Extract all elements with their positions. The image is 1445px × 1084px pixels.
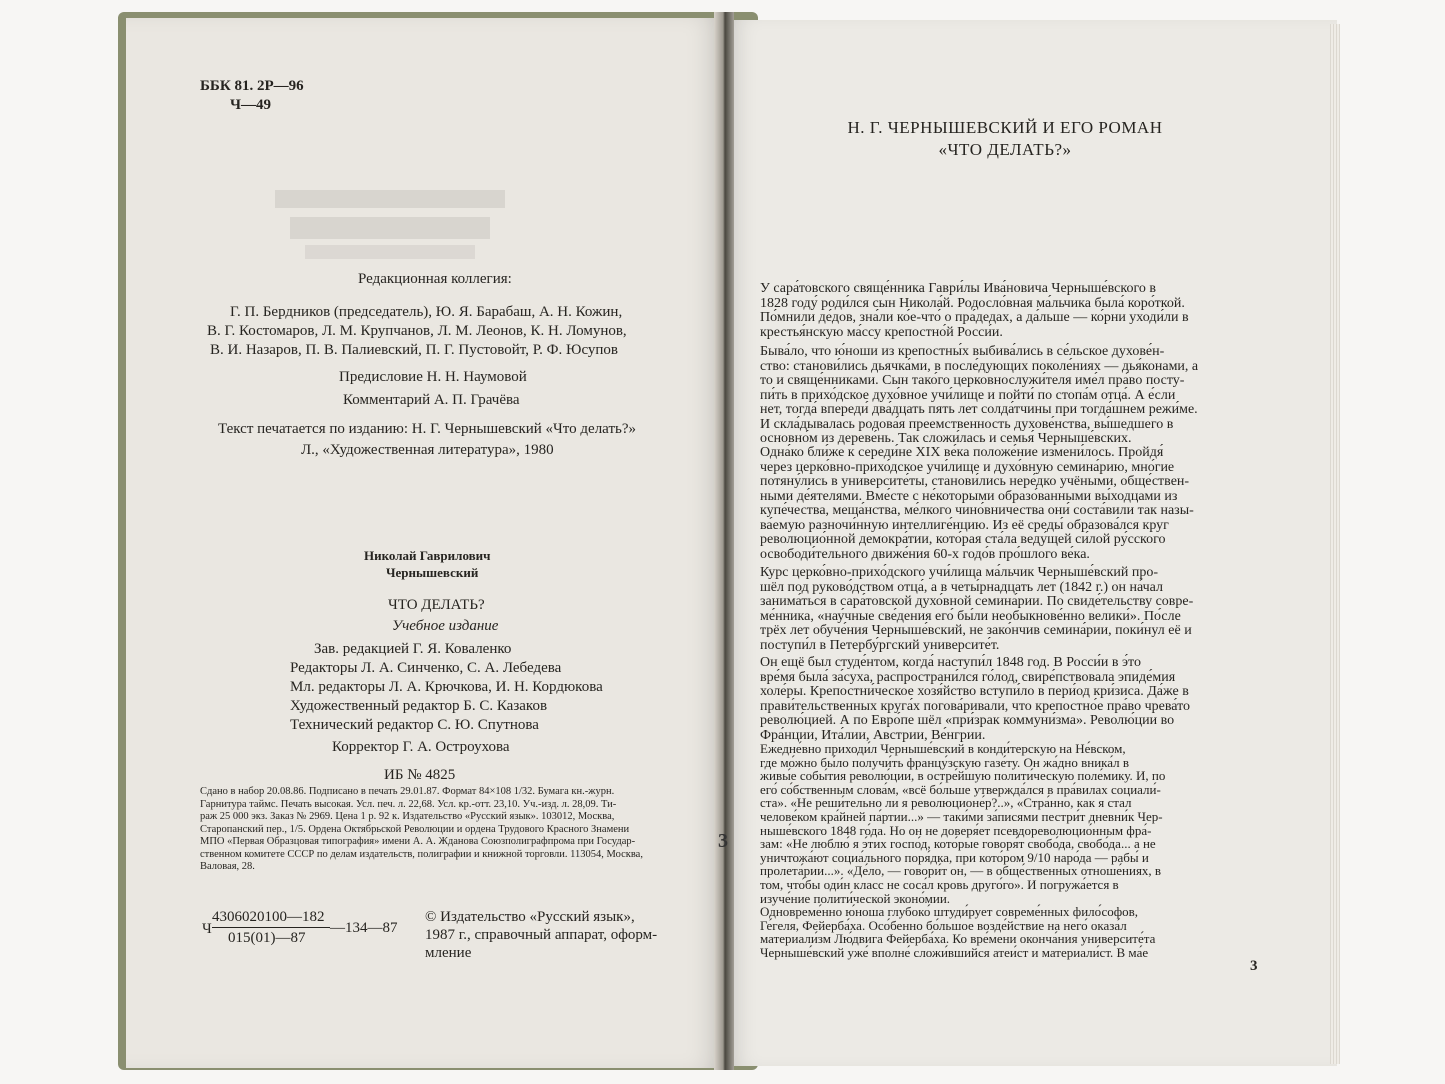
text-line: то и свяще́нниками. Сын тако́го церковнослужи́теля име́л пра́во посту-	[760, 373, 1185, 388]
credit-line: Мл. редакторы Л. А. Крючкова, И. Н. Кордюкова	[290, 679, 603, 695]
credit-line: Художественный редактор Б. С. Казаков	[290, 698, 548, 714]
text-line: ва́емую разночи́нную интеллиге́нцию. Из её среды́ образова́лся круг	[760, 517, 1169, 533]
imprint-line: ственном комитете СССР по делам издательств, полиграфии и книжной торговли. 113054, Москва,	[200, 848, 643, 860]
commentary-credit: Комментарий А. П. Грачёва	[343, 392, 520, 408]
text-line: основно́м из дереве́нь. Так сложи́лась и семья́ Черныше́вских.	[760, 431, 1132, 446]
show-through-print	[265, 185, 515, 265]
text-line: У сара́товского свяще́нника Гаври́лы Ива́новича Черныше́вского в	[760, 281, 1156, 296]
imprint-line: Старопанский пер., 1/5. Ордена Октябрьской Революции и ордена Трудового Красного Знамени	[200, 823, 630, 835]
text-line: изуче́ние полити́ческой эконо́мии.	[760, 890, 951, 906]
text-line: Одна́ко бли́же к середи́не XIX ве́ка положе́ние измени́лось. Пройдя́	[760, 445, 1164, 460]
text-line: живы́е собы́тия револю́ции, в остре́йшую полити́ческую поле́мику. И, по	[760, 768, 1166, 784]
text-line: Ежедне́вно приходи́л Черныше́вский в конди́терскую на Не́вском,	[760, 741, 1126, 756]
text-line: поступи́л в Петербу́ргский университе́т.	[760, 637, 1000, 653]
text-line: пи́ть в прихо́дское духо́вное учи́лище и пойти́ по стопа́м отца́. А е́сли	[760, 387, 1176, 403]
editorial-board-line: Г. П. Бердников (председатель), Ю. Я. Барабаш, А. Н. Кожин,	[230, 304, 623, 320]
index-suffix: —134—87	[330, 920, 398, 936]
chapter-title: Н. Г. ЧЕРНЫШЕВСКИЙ И ЕГО РОМАН	[847, 118, 1163, 137]
text-line: Черныше́вский уже́ вполне́ сложи́вшийся атеи́ст и материали́ст. В ма́е	[760, 944, 1149, 960]
text-line: холе́ры. Крепостни́ческое хозя́йство вступи́ло в пери́од кри́зиса. Да́же в	[760, 684, 1189, 699]
foreword-credit: Предисловие Н. Н. Наумовой	[339, 369, 527, 385]
text-line: материали́зм Лю́двига Фейерба́ха. Ко вре́мени оконча́ния университе́та	[760, 931, 1156, 947]
imprint-line: МПО «Первая Образцовая типография» имени А. А. Жданова Союзполиграфпрома при Государ-	[200, 836, 636, 847]
bbk-code: ББК 81. 2Р—96	[200, 78, 304, 94]
text-line: его́ со́бственным слова́м, «всё бо́льше утвержда́лся в пра́вилах социали́-	[760, 781, 1161, 797]
text-line: револю́цией. А по Евро́пе шёл «при́зрак коммуни́зма». Револю́ции во	[760, 713, 1175, 728]
page-number: 3	[1250, 958, 1258, 974]
text-line: Одновреме́нно ю́ноша глубоко́ штуди́рует совреме́нных фило́софов,	[760, 904, 1139, 920]
paragraph	[760, 446, 1254, 562]
text-line: По́мнили де́дов, зна́ли ко́е-что́ о пра́дедах, а да́льше — ко́рни уходи́ли в	[760, 310, 1189, 325]
imprint-line: Сдано в набор 20.08.86. Подписано в печать 29.01.87. Формат 84×108 1/32. Бумага кн.-журн.	[200, 786, 615, 797]
index-bottom: 015(01)—87	[228, 930, 306, 946]
text-line: ными де́ятелями. Вме́сте с не́которыми образо́ванными вы́ходцами из	[760, 488, 1178, 504]
index-prefix: Ч	[202, 921, 212, 937]
text-line: челове́ком кра́йней па́ртии...» — таки́ми за́писями пестри́т дневни́к Чер-	[760, 808, 1163, 824]
book-title: ЧТО ДЕЛАТЬ?	[388, 597, 485, 613]
paragraph	[760, 656, 1254, 743]
source-line: Л., «Художественная литература», 1980	[301, 442, 554, 458]
text-line: Быва́ло, что ю́ноши из крепостны́х выбива́лись в се́льское духове́н-	[760, 344, 1165, 359]
text-line: ме́нника, «нау́чные све́дения его́ бы́ли необыкнове́нно велики́». По́сле	[760, 608, 1181, 624]
author-first-names: Николай Гаврилович	[364, 548, 491, 563]
text-line: шёл под руково́дством отца́, а в четы́рнадцать лет (1842 г.) он на́чал	[760, 579, 1163, 595]
author-surname: Чернышевский	[386, 565, 479, 580]
copyright-line: 1987 г., справочный аппарат, оформ-	[425, 927, 658, 943]
text-line: освободи́тельного движе́ния 60-х годо́в про́шлого ве́ка.	[760, 546, 1090, 562]
text-line: купе́чества, меща́нства, ме́лкого чино́вничества они́ соста́вили так назы-	[760, 503, 1194, 518]
text-line: том, что́бы оди́н класс не соса́л кровь друго́го». И погружа́ется в	[760, 876, 1119, 892]
text-line: потяну́лись в университе́ты, станови́лись нере́дко учёными, обще́ствен-	[760, 474, 1190, 489]
imprint-block	[200, 786, 690, 874]
paragraph	[760, 282, 1254, 340]
imprint-line: Валовая, 28.	[200, 861, 255, 872]
text-line: зам: «Не люблю́ я э́тих госпо́д, кото́рые говоря́т свобо́да, свобо́да... а не	[760, 836, 1156, 852]
corrector-credit: Корректор Г. А. Остроухова	[332, 739, 510, 755]
book-gutter	[714, 12, 734, 1070]
text-line: 1828 году́ роди́лся сын Никола́й. Родосло́вная ма́льчика была́ коро́ткой.	[760, 295, 1185, 311]
text-line: ныше́вского 1848 го́да. Но он не доверя́ет псевдореволюцио́нным фра́-	[760, 822, 1152, 838]
imprint-line: раж 25 000 экз. Заказ № 2969. Цена 1 р. 92 к. Издательство «Русский язык». 103012, Москва,	[200, 811, 615, 822]
paragraph	[760, 742, 1254, 960]
text-line: ство: станови́лись дьячка́ми, в после́дующих поколе́ниях — дья́конами, а	[760, 358, 1199, 374]
text-line: Фра́нции, Ита́лии, Австрии, Ве́нгрии.	[760, 727, 986, 743]
source-line: Текст печатается по изданию: Н. Г. Чернышевский «Что делать?»	[218, 421, 637, 437]
credit-line: Редакторы Л. А. Синченко, С. А. Лебедева	[290, 660, 562, 676]
text-line: ста». «Не реши́тельно ли я революционе́р?..», «Стра́нно, как я стал	[760, 795, 1132, 811]
margin-mark: 3	[718, 830, 728, 852]
text-line: Ге́геля, Фейерба́ха. Осо́бенно бо́льшое возде́йствие на него́ оказа́л	[760, 917, 1127, 933]
text-line: трёх лет обуче́ния Черныше́вский, не зако́нчив семина́рии, поки́нул её и	[760, 623, 1192, 638]
text-line: Он ещё был студе́нтом, когда́ наступи́л 1848 год. В Росси́и в э́то	[760, 655, 1141, 670]
credit-line: Технический редактор С. Ю. Спутнова	[290, 717, 539, 733]
copyright-line: © Издательство «Русский язык»,	[425, 909, 635, 925]
text-line: вре́мя была́ за́суха, распространи́лся го́лод, свире́пствовала эпиде́мия	[760, 669, 1176, 685]
editorial-board-line: В. Г. Костомаров, Л. М. Крупчанов, Л. М. Леонов, К. Н. Ломунов,	[207, 323, 627, 339]
editorial-board-label: Редакционная коллегия:	[358, 271, 512, 287]
paragraph	[760, 566, 1254, 653]
text-line: крестья́нскую ма́ссу крепостно́й Росси́и.	[760, 324, 1003, 340]
bbk-sub: Ч—49	[230, 97, 272, 113]
editorial-board-line: В. И. Назаров, П. В. Палиевский, П. Г. Пустовойт, Р. Ф. Юсупов	[210, 342, 619, 358]
page-stack-edge	[1330, 24, 1340, 1064]
credit-line: Зав. редакцией Г. Я. Коваленко	[314, 641, 512, 657]
text-line: нет, тогда́ впереди́ два́дцать пять лет солда́тчины при тогда́шнем режи́ме.	[760, 402, 1198, 417]
text-line: пролета́рии...». «Де́ло, — говори́т он, — в обще́ственных отноше́ниях, в	[760, 863, 1162, 879]
index-top: 4306020100—182	[212, 909, 325, 925]
text-line: И скла́дывалась родова́я преемственность духове́нства, вы́шедшего в	[760, 416, 1174, 432]
text-line: Курс церко́вно-прихо́дского учи́лища ма́льчик Черныше́вский про-	[760, 565, 1159, 580]
text-line: где мо́жно бы́ло получи́ть францу́зскую газе́ту. Он жа́дно вника́л в	[760, 754, 1130, 770]
fraction-bar	[212, 927, 330, 928]
text-line: уничтожа́ют социа́льного поря́дка, при кото́ром 9/10 наро́да — рабы́ и	[760, 849, 1149, 865]
text-line: занима́ться в сара́товской духо́вной семина́рии. По свиде́тельству совре-	[760, 594, 1194, 609]
copyright-line: мление	[425, 945, 472, 961]
text-line: прави́тельственных круга́х погова́ривали, что крепостно́е пра́во чрева́то	[760, 698, 1191, 714]
edition-type: Учебное издание	[392, 618, 499, 634]
text-line: через церко́вно-прихо́дское учи́лище и духо́вную семина́рию, мно́гие	[760, 459, 1175, 475]
text-line: революцио́нной демокра́тии, кото́рая ста́ла веду́щей си́лой ру́сского	[760, 532, 1166, 547]
imprint-line: Гарнитура таймс. Печать высокая. Усл. печ. л. 22,68. Усл. кр.-отт. 23,10. Уч.-изд. л. 28,09. Ти-	[200, 798, 617, 810]
paragraph	[760, 345, 1254, 447]
chapter-subtitle: «ЧТО ДЕЛАТЬ?»	[938, 140, 1072, 159]
ib-number: ИБ № 4825	[384, 767, 456, 783]
